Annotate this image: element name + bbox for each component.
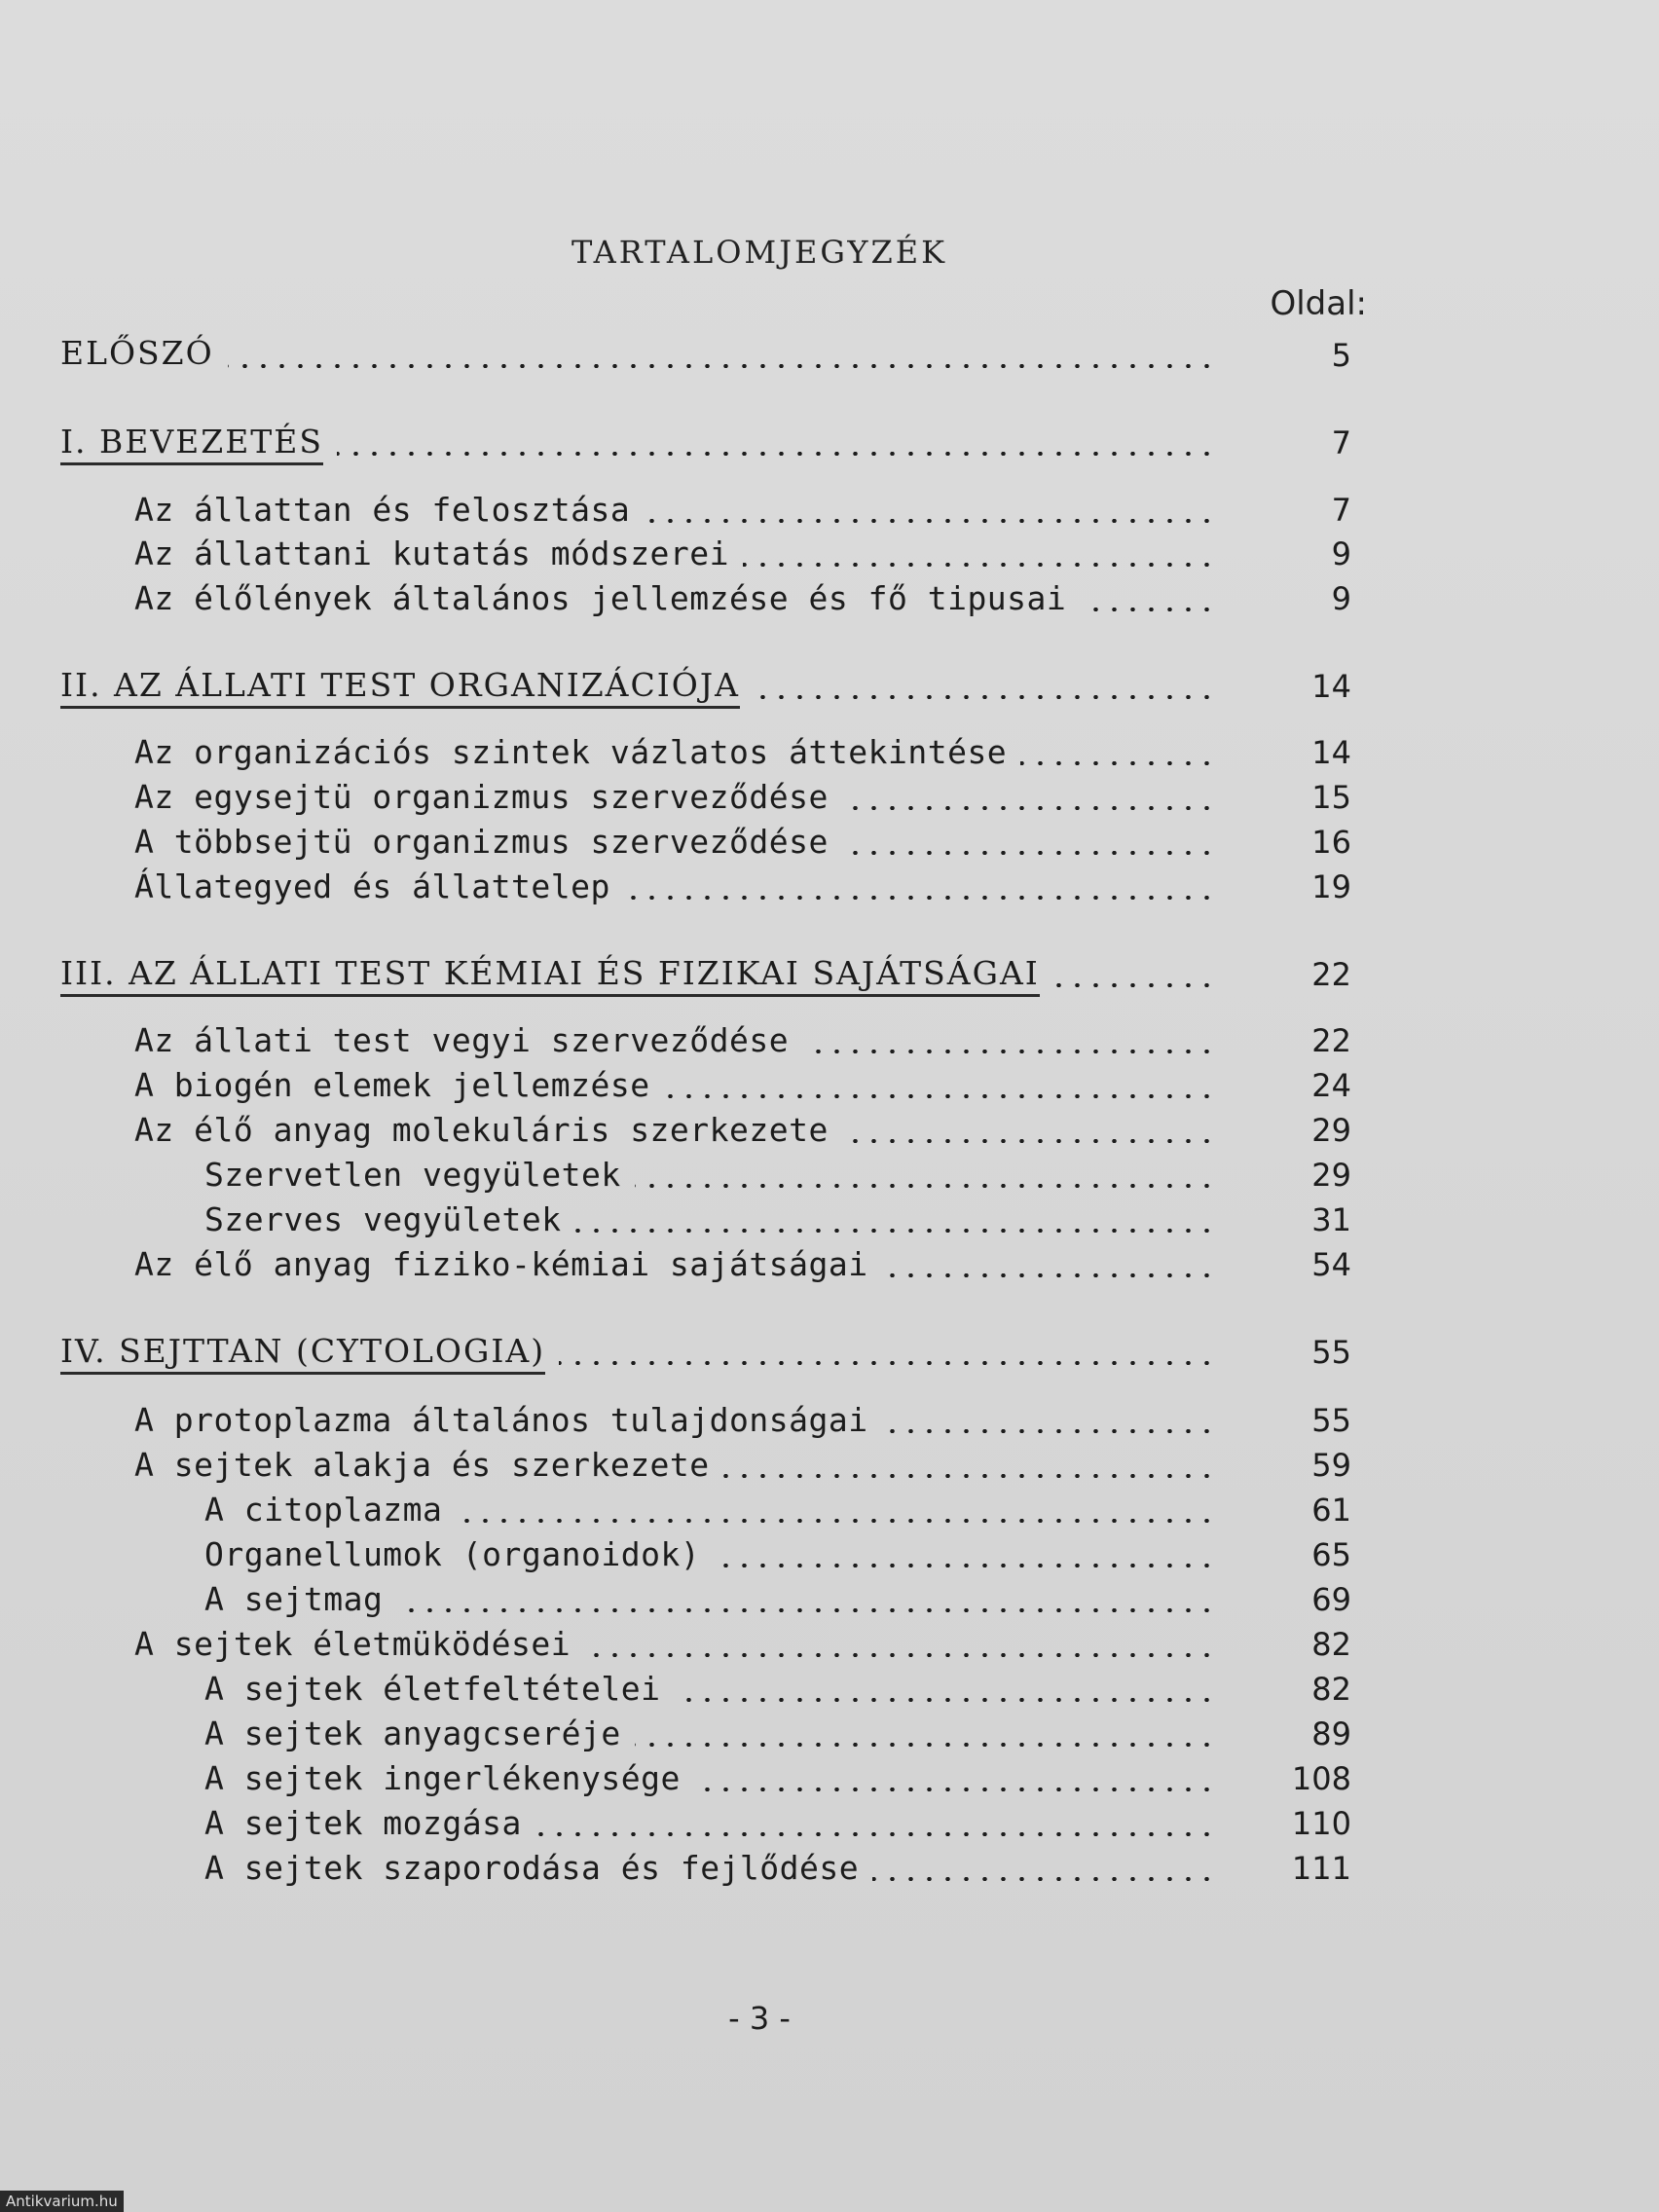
toc-entry-label: Organellumok (organoidok): [204, 1535, 701, 1573]
toc-entry-label: Az élő anyag fiziko-kémiai sajátságai: [134, 1245, 868, 1283]
toc-entry-label: Az állattani kutatás módszerei: [134, 535, 730, 572]
toc-entry-label: A sejtek szaporodása és fejlődése: [204, 1849, 860, 1887]
toc-entry-label: A többsejtü organizmus szerveződése: [134, 823, 829, 861]
toc-row: [0, 734, 1659, 777]
watermark-text: Antikvarium.hu: [0, 2191, 124, 2212]
toc-entry-label: A protoplazma általános tulajdonságai: [134, 1401, 868, 1439]
toc-leader-dots: [664, 1094, 1216, 1098]
toc-leader-dots: [456, 1519, 1216, 1523]
toc-leader-dots: [575, 1229, 1216, 1233]
toc-page-number: 7: [1331, 492, 1351, 529]
toc-row: [0, 535, 1659, 578]
toc-row: [0, 1536, 1659, 1579]
toc-leader-dots: [644, 519, 1216, 523]
toc-row: [0, 868, 1659, 911]
toc-leader-dots: [559, 1361, 1216, 1365]
toc-page-number: 61: [1311, 1492, 1351, 1529]
toc-entry-label: I. BEVEZETÉS: [60, 423, 323, 465]
toc-leader-dots: [842, 1139, 1216, 1143]
toc-entry-label: A sejtek ingerlékenysége: [204, 1759, 681, 1797]
toc-row: [0, 334, 1659, 380]
toc-entry-label: A sejtek életmüködései: [134, 1625, 571, 1663]
toc-page-number: 108: [1291, 1760, 1351, 1797]
toc-leader-dots: [872, 1877, 1216, 1881]
toc-page-number: 22: [1311, 956, 1351, 993]
toc-page-number: 29: [1311, 1157, 1351, 1194]
toc-leader-dots: [743, 563, 1216, 567]
toc-entry-label: A sejtek anyagcseréje: [204, 1714, 621, 1752]
toc-row: [0, 1157, 1659, 1199]
toc-row: [0, 1201, 1659, 1244]
toc-row: [0, 580, 1659, 623]
toc-entry-label: III. AZ ÁLLATI TEST KÉMIAI ÉS FIZIKAI SAJÁTSÁGAI: [60, 954, 1040, 997]
toc-page-number: 9: [1331, 580, 1351, 617]
toc-entry-label: Az állattan és felosztása: [134, 491, 631, 529]
toc-page-number: 89: [1311, 1715, 1351, 1752]
toc-page-number: 9: [1331, 535, 1351, 572]
toc-row: [0, 492, 1659, 535]
toc-leader-dots: [1080, 608, 1216, 611]
toc-leader-dots: [228, 364, 1216, 368]
toc-row: [0, 1246, 1659, 1289]
toc-leader-dots: [396, 1608, 1216, 1612]
toc-row: [0, 1492, 1659, 1534]
toc-leader-dots: [882, 1273, 1216, 1277]
toc-row: [0, 1805, 1659, 1848]
toc-entry-label: IV. SEJTTAN (CYTOLOGIA): [60, 1332, 545, 1375]
toc-leader-dots: [882, 1429, 1216, 1433]
toc-page-number: 54: [1311, 1246, 1351, 1283]
toc-page-number: 110: [1291, 1805, 1351, 1842]
toc-leader-dots: [694, 1788, 1216, 1791]
toc-leader-dots: [842, 806, 1216, 810]
toc-page-number: 5: [1331, 337, 1351, 374]
toc-page-number: 16: [1311, 824, 1351, 861]
toc-row: [0, 668, 1659, 711]
toc-page-number: 7: [1331, 424, 1351, 461]
toc-entry-label: A biogén elemek jellemzése: [134, 1066, 650, 1104]
toc-row: [0, 824, 1659, 866]
toc-entry-label: A sejtek életfeltételei: [204, 1670, 661, 1708]
toc-row: [0, 1067, 1659, 1110]
toc-page-number: 65: [1311, 1536, 1351, 1573]
page-number: - 3 -: [728, 2000, 791, 2037]
toc-entry-label: Az egysejtü organizmus szerveződése: [134, 778, 829, 816]
toc-row: [0, 1715, 1659, 1758]
toc-leader-dots: [714, 1564, 1216, 1567]
toc-leader-dots: [754, 695, 1216, 699]
toc-page-number: 59: [1311, 1447, 1351, 1484]
toc-page-number: 82: [1311, 1671, 1351, 1708]
toc-row: [0, 1022, 1659, 1065]
toc-page-number: 24: [1311, 1067, 1351, 1104]
toc-page-number: 55: [1311, 1334, 1351, 1371]
toc-row: [0, 1402, 1659, 1445]
toc-page-number: 29: [1311, 1112, 1351, 1149]
toc-page-number: 111: [1291, 1850, 1351, 1887]
toc-leader-dots: [535, 1832, 1216, 1836]
toc-leader-dots: [635, 1743, 1216, 1747]
toc-row: [0, 779, 1659, 822]
toc-row: [0, 1112, 1659, 1155]
toc-leader-dots: [1020, 761, 1216, 765]
toc-entry-label: Az élő anyag molekuláris szerkezete: [134, 1111, 829, 1149]
toc-leader-dots: [842, 851, 1216, 855]
toc-leader-dots: [584, 1653, 1216, 1657]
toc-entry-label: Az állati test vegyi szerveződése: [134, 1021, 790, 1059]
toc-leader-dots: [624, 896, 1216, 900]
toc-page-number: 82: [1311, 1626, 1351, 1663]
page-column-header: Oldal:: [1270, 284, 1367, 323]
toc-leader-dots: [337, 452, 1216, 456]
toc-entry-label: A sejtmag: [204, 1580, 384, 1618]
toc-page-number: 31: [1311, 1201, 1351, 1238]
toc-entry-label: Állategyed és állattelep: [134, 867, 610, 905]
toc-entry-label: A citoplazma: [204, 1491, 443, 1529]
toc-leader-dots: [1053, 983, 1216, 987]
toc-entry-label: A sejtek alakja és szerkezete: [134, 1446, 710, 1484]
toc-entry-label: Az organizációs szintek vázlatos áttekintése: [134, 733, 1008, 771]
toc-entry-label: Szervetlen vegyületek: [204, 1156, 621, 1194]
toc-row: [0, 1760, 1659, 1803]
toc-row: [0, 1447, 1659, 1490]
toc-row: [0, 1671, 1659, 1714]
toc-page-number: 14: [1311, 668, 1351, 705]
page-title: TARTALOMJEGYZÉK: [571, 234, 947, 271]
toc-page-number: 19: [1311, 868, 1351, 905]
toc-row: [0, 1581, 1659, 1624]
toc-page-number: 22: [1311, 1022, 1351, 1059]
toc-row: [0, 424, 1659, 467]
toc-row: [0, 1334, 1659, 1377]
toc-entry-label: Az élőlények általános jellemzése és fő tipusai: [134, 579, 1067, 617]
toc-entry-label: Szerves vegyületek: [204, 1200, 562, 1238]
toc-entry-label: A sejtek mozgása: [204, 1804, 522, 1842]
toc-leader-dots: [723, 1474, 1216, 1478]
toc-page-number: 15: [1311, 779, 1351, 816]
toc-page-number: 69: [1311, 1581, 1351, 1618]
toc-leader-dots: [635, 1184, 1216, 1188]
toc-page-number: 14: [1311, 734, 1351, 771]
toc-row: [0, 956, 1659, 999]
toc-row: [0, 1626, 1659, 1669]
toc-page-number: 55: [1311, 1402, 1351, 1439]
toc-row: [0, 1850, 1659, 1893]
toc-entry-label: II. AZ ÁLLATI TEST ORGANIZÁCIÓJA: [60, 666, 740, 709]
toc-leader-dots: [802, 1050, 1216, 1053]
toc-entry-label: ELŐSZÓ: [60, 334, 214, 372]
toc-leader-dots: [674, 1698, 1216, 1702]
